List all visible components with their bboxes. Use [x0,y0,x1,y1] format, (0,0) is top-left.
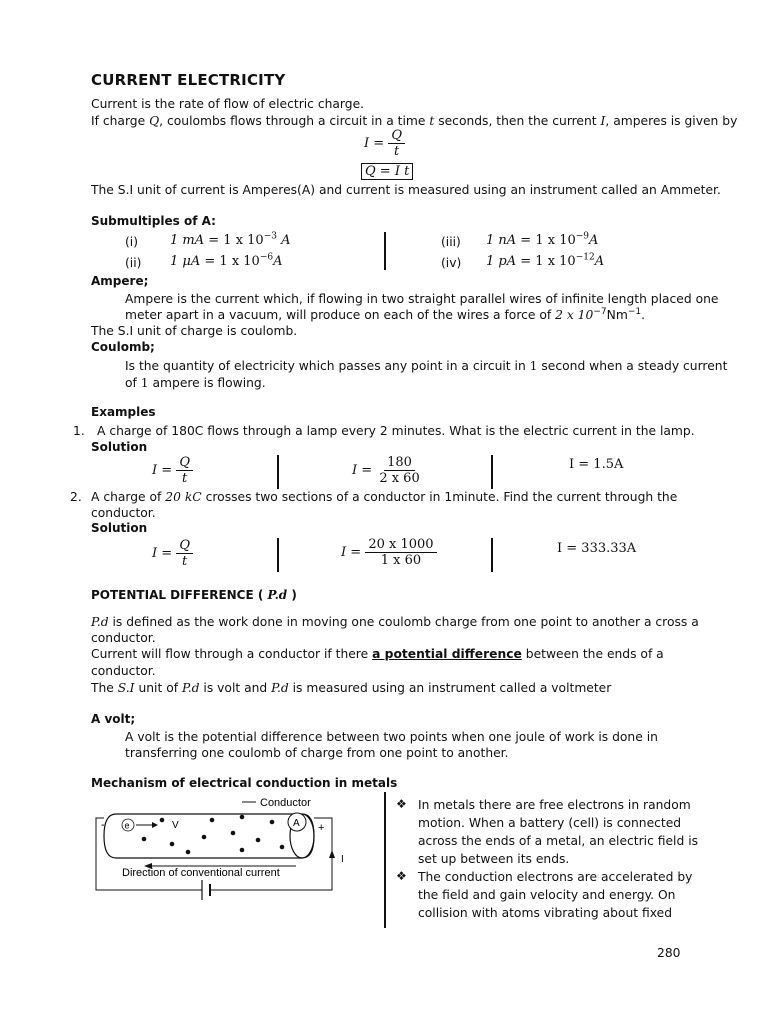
electron-dot [170,842,175,847]
pd-heading: POTENTIAL DIFFERENCE ( P.d ) [91,588,297,602]
example-2-text-cont: conductor. [91,506,156,520]
current-formula: I = $\frac{Q}{t}$ [364,128,405,159]
pd-flow-cont: conductor. [91,664,156,678]
sub-label-4: (iv) [441,256,462,270]
submultiples-heading: Submultiples of A: [91,214,216,228]
electron-dot [256,838,261,843]
circuit-wire-left [96,818,202,890]
bullet-1-line1: In metals there are free electrons in random [418,798,691,812]
bullet-2-line1: The conduction electrons are accelerated by [418,870,693,884]
electron-dot [240,848,245,853]
pd-definition: P.d is defined as the work done in moving one coulomb charge from one point to another a cross a [91,615,699,629]
example-2-solution: Solution [91,521,148,535]
bullet-2-line3: collision with atoms vibrating about fixed [418,906,672,920]
electron-dot [160,818,165,823]
ex2-step2: I = $\frac{20 x 1000}{1 x 60}$ [341,537,437,568]
sub-label-3: (iii) [441,235,461,249]
example-2-text: A charge of 20 kC crosses two sections of a conductor in 1minute. Find the current through the [91,490,678,504]
electron-dot [142,837,147,842]
ampere-heading: Ampere; [91,274,149,288]
sub-label-1: (i) [125,235,139,249]
sub-eq-1: 1 mA = 1 x $10^{-3}$ A [170,231,291,248]
sub-eq-2: 1 μA = 1 x $10^{-6}A$ [170,252,283,269]
example-1-solution: Solution [91,440,148,454]
ex1-step2: I = $\frac{180}{2 x 60}$ [352,455,420,486]
ex1-divider-2 [491,455,493,489]
ex1-answer: I = 1.5A [569,457,624,472]
bullet-1-line2: motion. When a battery (cell) is connected [418,816,682,830]
intro-line2: If charge Q, coulombs flows through a circuit in a time t seconds, then the current I, amperes is given by [91,114,738,128]
electron-dot [231,831,236,836]
pd-unit: The S.I unit of P.d is volt and P.d is measured using an instrument called a voltmeter [91,681,612,695]
current-label: I [341,854,344,865]
pd-definition-cont: conductor. [91,631,156,645]
positive-terminal: + [318,822,325,834]
example-1-number: 1. [73,424,85,438]
ex2-divider-2 [491,538,493,572]
bullet-1-line3: across the ends of a metal, an electric field is [418,834,699,848]
direction-label: Direction of conventional current [122,867,280,879]
mechanism-heading: Mechanism of electrical conduction in metals [91,776,398,790]
negative-terminal: - [101,819,105,831]
volt-heading: A volt; [91,712,136,726]
ex2-answer: I = 333.33A [557,541,637,556]
velocity-arrowhead [152,822,158,828]
page-title: CURRENT ELECTRICITY [91,71,286,89]
ex1-divider-1 [277,455,279,489]
mechanism-divider [384,792,386,928]
current-arrowhead [329,850,335,858]
page-number: 280 [657,946,681,960]
ex2-divider-1 [277,538,279,572]
electron-dot [280,845,285,850]
electron-dot [270,820,275,825]
ampere-line1: Ampere is the current which, if flowing in two straight parallel wires of infinite length placed one [125,292,719,306]
electron-dot [240,815,245,820]
intro-line1: Current is the rate of flow of electric charge. [91,97,365,111]
ex2-step1: I = $\frac{Q}{t}$ [152,538,193,569]
bullet-2-line2: the field and gain velocity and energy. On [418,888,676,902]
coulomb-line1: Is the quantity of electricity which passes any point in a circuit in 1 second when a steady current [125,359,728,373]
electron-dot [186,850,191,855]
electron-label: e [124,820,130,831]
conduction-diagram [92,792,382,928]
examples-heading: Examples [91,405,156,419]
ex1-step1: I = $\frac{Q}{t}$ [152,455,193,486]
si-unit-charge: The S.I unit of charge is coulomb. [91,324,298,338]
pd-flow: Current will flow through a conductor if there a potential difference between the ends of a [91,647,664,661]
sub-eq-4: 1 pA = 1 x $10^{-12}A$ [486,252,605,269]
electron-dot [210,818,215,823]
velocity-label: V [172,820,179,831]
sub-eq-3: 1 nA = 1 x $10^{-9}A$ [486,231,599,248]
conductor-tube [104,814,314,858]
conductor-label: Conductor [260,797,311,809]
boxed-formula: Q = I t [361,164,413,179]
electron-dot [202,835,207,840]
example-1-text: A charge of 180C flows through a lamp every 2 minutes. What is the electric current in the lamp. [97,424,695,438]
bullet-icon: ❖ [396,869,407,883]
volt-line1: A volt is the potential difference between two points when one joule of work is done in [125,730,658,744]
ammeter-label: A [293,818,300,829]
coulomb-line2: of 1 ampere is flowing. [125,376,266,390]
example-2-number: 2. [70,490,82,504]
si-unit-current: The S.I unit of current is Amperes(A) and current is measured using an instrument called an Ammeter. [91,183,721,197]
submultiples-divider [384,232,386,270]
ampere-line2: meter apart in a vacuum, will produce on each of the wires a force of 2 x $10^{-7}Nm^{-1}$. [125,306,646,322]
sub-label-2: (ii) [125,256,142,270]
coulomb-heading: Coulomb; [91,340,155,354]
bullet-1-line4: set up between its ends. [418,852,570,866]
volt-line2: transferring one coulomb of charge from one point to another. [125,746,509,760]
bullet-icon: ❖ [396,797,407,811]
